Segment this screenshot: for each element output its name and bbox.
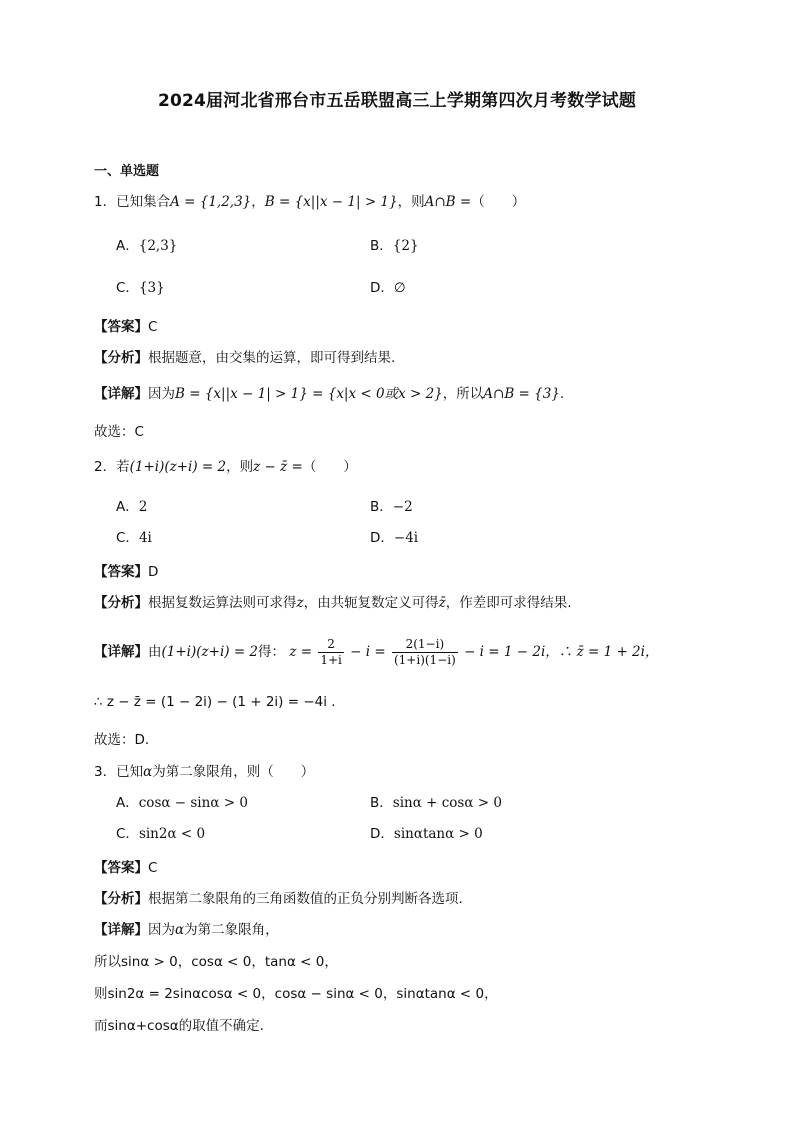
q3-detail-line-3: 而sinα+cosα的取值不确定.	[94, 1018, 264, 1034]
q3-option-b: B．sinα + cosα > 0	[370, 795, 502, 811]
q2-fraction-1: $\frac{2}{1+i}$	[320, 636, 342, 667]
q2-fraction-2: $\frac{2(1-i)}{(1+i)(1-i)}$	[393, 636, 456, 667]
q1-paren: （ ）	[471, 194, 526, 210]
q2-option-d: D．−4i	[370, 530, 419, 546]
q3-answer: 【答案】C	[94, 860, 158, 876]
section-heading: 一、单选题	[94, 164, 160, 179]
q2-option-c: C．4i	[116, 530, 152, 546]
q2-choose: 故选：D.	[94, 732, 150, 748]
question-2-stem: 2．若(1+i)(z+i) = 2，则z − z̄ =（ ）	[94, 459, 357, 475]
q3-option-d: D．sinαtanα > 0	[370, 826, 483, 842]
question-3-stem: 3．已知α为第二象限角，则（ ）	[94, 764, 315, 780]
q3-detail-line-2: 则sin2α = 2sinαcosα < 0，cosα − sinα < 0，sinαtanα < 0，	[94, 986, 498, 1002]
q1-choose: 故选：C	[94, 424, 144, 440]
q1-stem-pre: 1．已知集合	[94, 194, 171, 210]
q3-detail-line-1: 所以sinα > 0，cosα < 0，tanα < 0，	[94, 954, 338, 970]
q3-analysis: 【分析】根据第二象限角的三角函数值的正负分别判断各选项.	[94, 891, 463, 907]
q1-answer: 【答案】C	[94, 319, 158, 335]
q1-separator: ，	[251, 194, 265, 210]
q1-option-b: B．{2}	[370, 238, 419, 254]
q3-option-a: A．cosα − sinα > 0	[116, 795, 248, 811]
q1-ask: A∩B =	[424, 194, 472, 210]
q1-option-a: A．{2,3}	[116, 238, 178, 254]
q1-set-b: B = {x||x − 1| > 1}	[264, 194, 398, 210]
q1-set-a: A = {1,2,3}	[170, 194, 252, 210]
q1-analysis: 【分析】根据题意，由交集的运算，即可得到结果.	[94, 350, 396, 366]
q1-stem-post: ，则	[397, 194, 425, 210]
q2-detail-line-2: ∴ z − z̄ = (1 − 2i) − (1 + 2i) = −4i .	[94, 694, 336, 710]
q2-option-b: B．−2	[370, 499, 413, 515]
q1-detail: 【详解】因为B = {x||x − 1| > 1} = {x|x < 0或x > 2}，所以A∩B = {3}.	[94, 386, 565, 402]
question-1-stem	[94, 192, 525, 212]
page-title: 2024届河北省邢台市五岳联盟高三上学期第四次月考数学试题	[157, 91, 637, 111]
q2-analysis: 【分析】根据复数运算法则可求得z，由共轭复数定义可得z̄，作差即可求得结果.	[94, 595, 572, 611]
q3-option-c: C．sin2α < 0	[116, 826, 206, 842]
q2-answer: 【答案】D	[94, 564, 159, 580]
q3-detail: 【详解】因为α为第二象限角，	[94, 922, 279, 938]
q1-option-d: D．∅	[370, 280, 406, 296]
q1-option-c: C．{3}	[116, 280, 165, 296]
q2-option-a: A．2	[116, 499, 148, 515]
q2-detail: 【详解】由(1+i)(z+i) = 2得： z = $\frac{2}{1+i}$ − i = $\frac{2(1-i)}{(1+i)(1-i)}$ − i = 1 − 2i，∴ z̄ = 1 + 2i，	[94, 636, 659, 667]
